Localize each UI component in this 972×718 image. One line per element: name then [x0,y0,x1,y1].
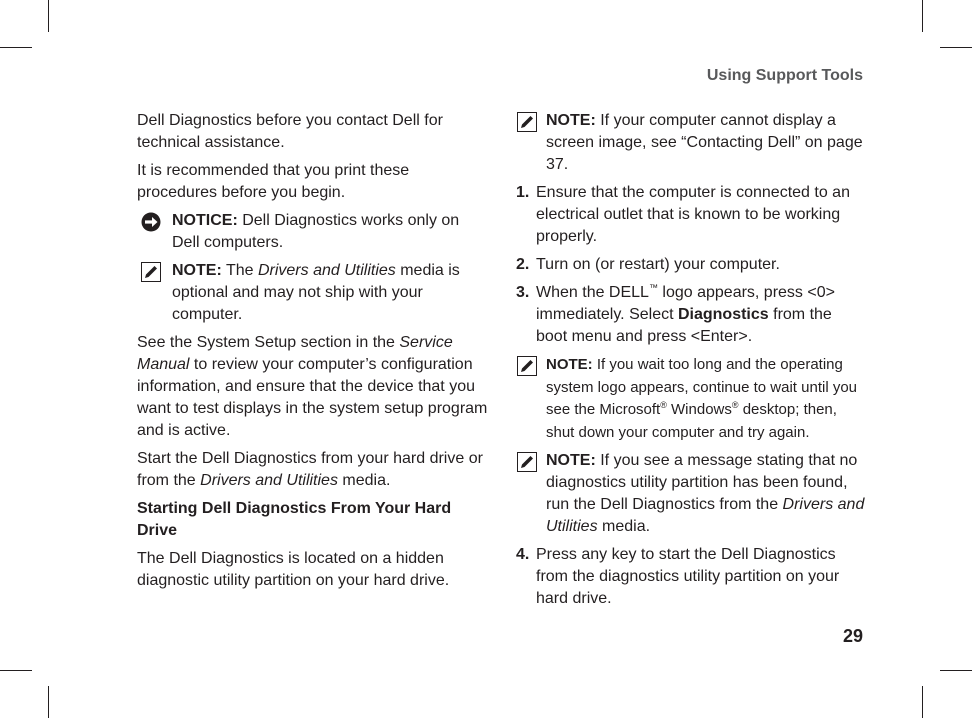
crop-mark [922,686,923,718]
steps-list [513,544,865,610]
notice-label: NOTICE: [172,212,238,229]
step-number: 2. [516,256,530,273]
subheading: Starting Dell Diagnostics From Your Hard Drive [137,500,452,539]
pencil-note-icon [517,356,537,376]
section-header: Using Support Tools [706,67,863,84]
crop-mark [940,47,972,48]
note-text: If you see a message stating that no diagnostics utility partition has been found, run the Dell Diagnostics from the [546,452,858,513]
notice-arrow-icon [141,212,161,232]
left-column [137,110,489,598]
pencil-note-icon [517,112,537,132]
step-number: 1. [516,184,530,201]
crop-mark [48,686,49,718]
note-text: media. [597,518,651,535]
note-label: NOTE: [546,112,596,129]
note-italic: Drivers and Utilities [257,262,396,279]
list-item [513,254,865,276]
crop-mark [48,0,49,32]
note-block [513,110,865,176]
partition-paragraph: The Dell Diagnostics is located on a hidden diagnostic utility partition on your hard drive. [137,550,450,589]
start-diagnostics-paragraph [137,448,489,492]
steps-list [513,182,865,348]
note-text: The [221,262,258,279]
paragraph-text: media. [337,472,391,489]
trademark-symbol: ™ [648,282,658,293]
step-text: from the boot menu and press <Enter>. [536,306,832,345]
crop-mark [0,47,32,48]
step-bold: Diagnostics [677,306,769,323]
note-label: NOTE: [546,452,596,469]
step-text: logo appears, press <0> immediately. Select [536,284,835,323]
registered-symbol: ® [731,400,739,410]
pencil-note-icon [141,262,161,282]
step-number: 3. [516,284,530,301]
page-number: 29 [842,626,863,646]
note-text: If your computer cannot display a screen image, see “Contacting Dell” on page 37. [546,112,863,173]
step-text: Press any key to start the Dell Diagnostics from the diagnostics utility partition on your hard drive. [536,546,840,607]
note-block [513,450,865,538]
paragraph-italic: Service Manual [137,334,453,373]
crop-mark [0,670,32,671]
system-setup-paragraph [137,332,489,442]
paragraph-italic: Drivers and Utilities [200,472,338,489]
pencil-note-icon [517,452,537,472]
note-label: NOTE: [172,262,222,279]
step-number: 4. [516,546,530,563]
step-text: When the DELL [536,284,649,301]
note-italic: Drivers and Utilities [546,496,865,535]
note-block [513,354,865,444]
paragraph-text: to review your computer’s configuration information, and ensure that the device that you want to test displays in the system setup program and is active. [137,356,488,439]
crop-mark [922,0,923,32]
paragraph-text: Start the Dell Diagnostics from your hard drive or from the [137,450,483,489]
note-label: NOTE: [546,356,593,373]
print-paragraph: It is recommended that you print these procedures before you begin. [137,162,410,201]
note-text: Windows [666,401,732,418]
crop-mark [940,670,972,671]
step-text: Ensure that the computer is connected to an electrical outlet that is known to be working properly. [536,184,850,245]
step-text: Turn on (or restart) your computer. [536,256,780,273]
note-text: media is optional and may not ship with your computer. [172,262,460,323]
intro-paragraph: Dell Diagnostics before you contact Dell for technical assistance. [137,112,443,151]
list-item [513,182,865,248]
right-column [513,110,865,616]
list-item [513,544,865,610]
note-text: desktop; then, shut down your computer and try again. [546,401,837,441]
registered-symbol: ® [660,400,667,410]
note-block [137,260,489,326]
notice-text: Dell Diagnostics works only on Dell computers. [172,212,460,251]
paragraph-text: See the System Setup section in the [137,334,400,351]
notice-block [137,210,489,254]
note-text: If you wait too long and the operating system logo appears, continue to wait until you see the Microsoft [546,356,858,418]
list-item [513,282,865,348]
